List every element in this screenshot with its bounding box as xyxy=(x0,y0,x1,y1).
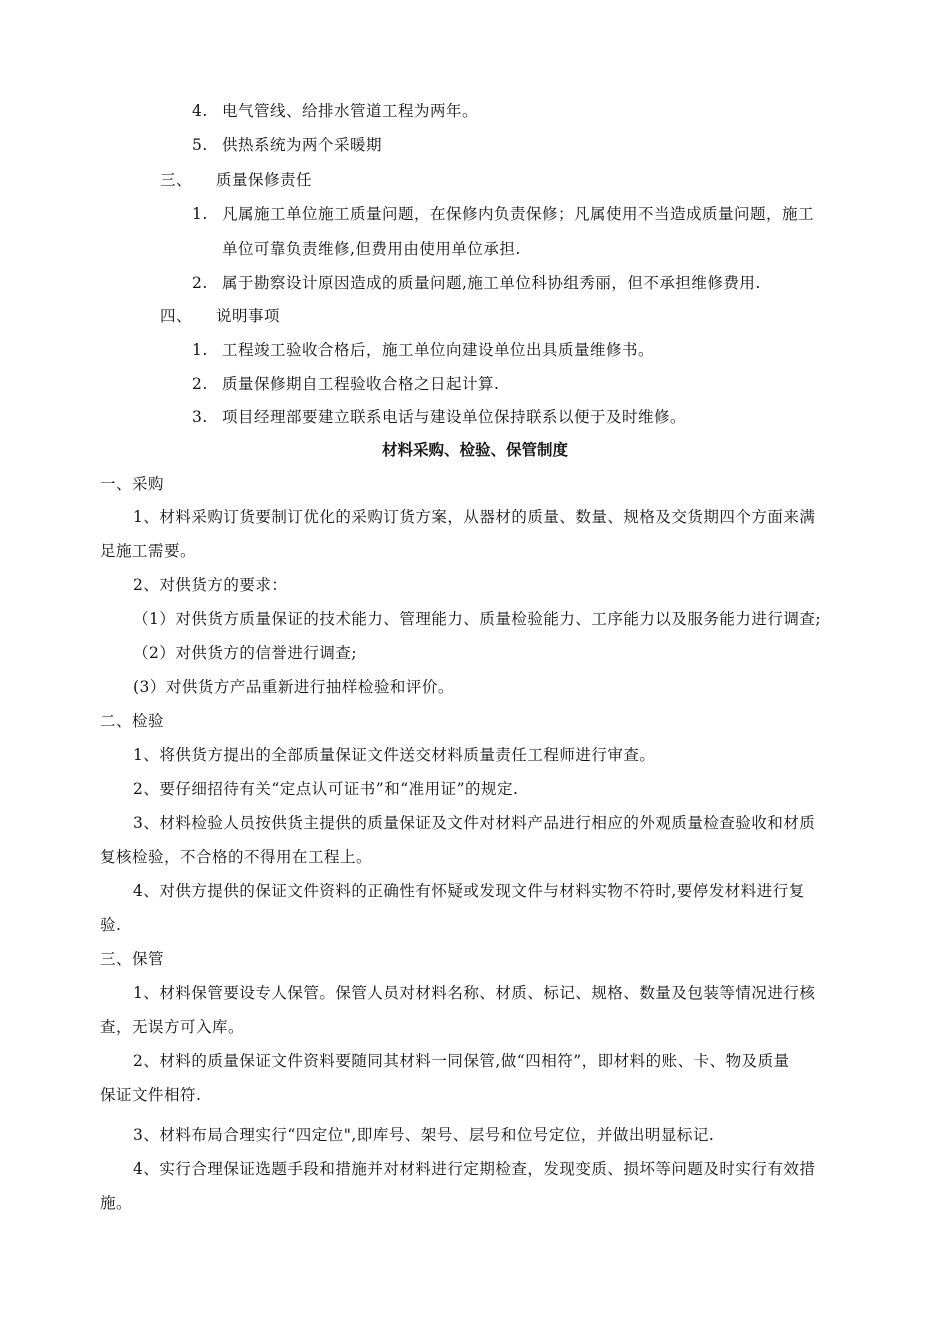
paragraph: 3、材料检验人员按供货主提供的质量保证及文件对材料产品进行相应的外观质量检查验收和材质 xyxy=(133,814,816,832)
list-item xyxy=(192,204,814,224)
paragraph: 1、材料保管要设专人保管。保管人员对材料名称、材质、标记、规格、数量及包装等情况进行核 xyxy=(133,984,816,1002)
list-item xyxy=(192,135,382,155)
section-heading xyxy=(160,306,280,326)
list-text: 属于勘察设计原因造成的质量问题,施工单位科协组秀丽，但不承担维修费用. xyxy=(222,274,761,292)
sub-item: （1）对供货方质量保证的技术能力、管理能力、质量检验能力、工序能力以及服务能力进行调查; xyxy=(133,610,822,628)
section-title: 说明事项 xyxy=(216,307,281,325)
paragraph: 2、材料的质量保证文件资料要随同其材料一同保管,做“四相符”，即材料的账、卡、物及质量 xyxy=(133,1052,790,1070)
paragraph: 4、实行合理保证选题手段和措施并对材料进行定期检查，发现变质、损坏等问题及时实行有效措 xyxy=(133,1160,816,1178)
list-number: 1. xyxy=(192,341,208,359)
section-title: 质量保修责任 xyxy=(216,171,313,189)
list-number: 3. xyxy=(192,408,208,426)
paragraph: 3、材料布局合理实行“四定位",即库号、架号、层号和位号定位，并做出明显标记. xyxy=(133,1126,715,1144)
list-text: 项目经理部要建立联系电话与建设单位保持联系以便于及时维修。 xyxy=(222,408,687,426)
section-number: 四、 xyxy=(160,307,193,325)
list-item-continuation: 单位可靠负责维修,但费用由使用单位承担. xyxy=(222,240,521,258)
section-heading: 三、保管 xyxy=(100,950,165,968)
list-number: 2. xyxy=(192,274,208,292)
paragraph-continuation: 验. xyxy=(100,916,122,934)
list-number: 5. xyxy=(192,136,208,154)
paragraph-continuation: 足施工需要。 xyxy=(100,542,197,560)
section-heading: 一、采购 xyxy=(100,475,165,493)
paragraph-continuation: 复核检验，不合格的不得用在工程上。 xyxy=(100,848,373,866)
document-title: 材料采购、检验、保管制度 xyxy=(381,441,568,459)
paragraph: 1、将供货方提出的全部质量保证文件送交材料质量责任工程师进行审查。 xyxy=(133,746,656,764)
paragraph: 2、要仔细招待有关“定点认可证书”和“准用证”的规定. xyxy=(133,780,519,798)
list-item xyxy=(192,273,761,293)
paragraph: 1、材料采购订货要制订优化的采购订货方案，从器材的质量、数量、规格及交货期四个方面来满 xyxy=(133,508,816,526)
paragraph-continuation: 查，无误方可入库。 xyxy=(100,1018,245,1036)
sub-item: (3）对供货方产品重新进行抽样检验和评价。 xyxy=(133,678,454,696)
paragraph: 2、对供货方的要求： xyxy=(133,576,288,594)
section-number: 三、 xyxy=(160,171,193,189)
list-item xyxy=(192,374,499,394)
paragraph-continuation: 保证文件相符. xyxy=(100,1086,202,1104)
list-number: 4. xyxy=(192,102,208,120)
section-heading: 二、检验 xyxy=(100,712,165,730)
list-number: 2. xyxy=(192,375,208,393)
list-item xyxy=(192,101,478,121)
paragraph: 4、对供方提供的保证文件资料的正确性有怀疑或发现文件与材料实物不符时,要停发材料进行复 xyxy=(133,882,805,900)
list-item xyxy=(192,340,654,360)
list-text: 质量保修期自工程验收合格之日起计算. xyxy=(222,375,500,393)
sub-item: （2）对供货方的信誉进行调查; xyxy=(133,644,358,662)
section-heading xyxy=(160,170,312,190)
list-number: 1. xyxy=(192,205,208,223)
list-text: 供热系统为两个采暖期 xyxy=(222,136,383,154)
list-item xyxy=(192,407,686,427)
list-text: 工程竣工验收合格后，施工单位向建设单位出具质量维修书。 xyxy=(222,341,655,359)
paragraph-continuation: 施。 xyxy=(100,1194,133,1212)
list-text: 电气管线、给排水管道工程为两年。 xyxy=(222,102,479,120)
list-text: 凡属施工单位施工质量问题，在保修内负责保修；凡属使用不当造成质量问题，施工 xyxy=(222,205,815,223)
